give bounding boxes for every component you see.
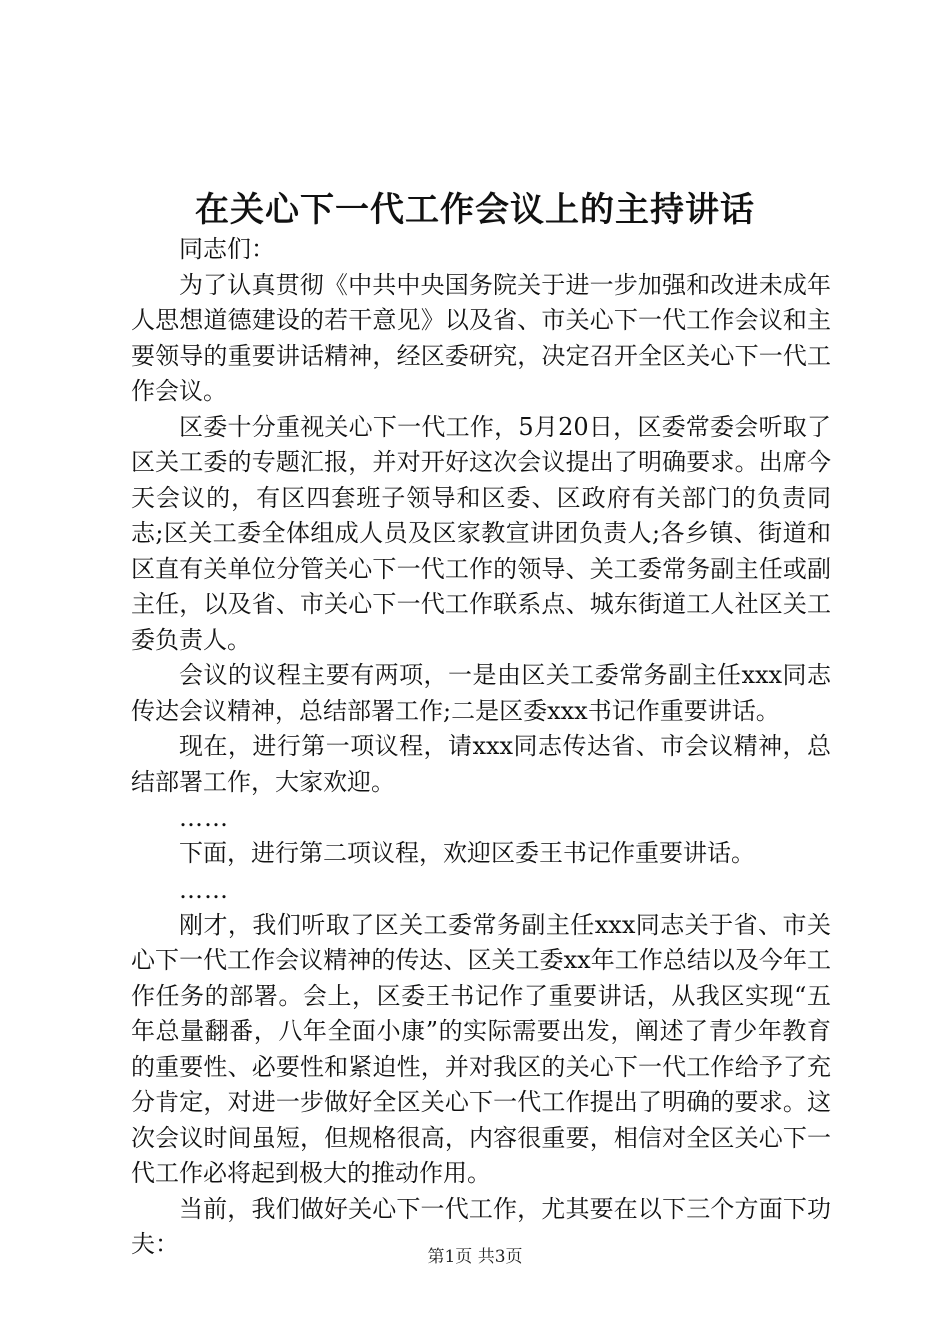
body-paragraph: 当前，我们做好关心下一代工作，尤其要在以下三个方面下功夫： [131,1194,831,1258]
ellipsis-line: …… [179,875,229,904]
page-number-footer: 第1页 共3页 [427,1247,523,1267]
body-paragraph: 为了认真贯彻《中共中央国务院关于进一步加强和改进未成年人思想道德建设的若干意见》以及省、市关心下一代工作会议和主要领导的重要讲话精神，经区委研究，决定召开全区关心下一代工作会议。 [131,270,831,405]
salutation-paragraph: 同志们： [179,235,275,263]
ellipsis-line: …… [179,804,229,832]
body-paragraph: 现在，进行第一项议程，请xxx同志传达省、市会议精神，总结部署工作，大家欢迎。 [131,732,831,796]
body-paragraph: 刚才，我们听取了区关工委常务副主任xxx同志关于省、市关心下一代工作会议精神的传达、区关工委xx年工作总结以及今年工作任务的部署。会上，区委王书记作了重要讲话，从我区实现“五年总量翻番，八年全面小康”的实际需要出发，阐述了青少年教育的重要性、必要性和紧迫性，并对我区的关心下一代工作给予了充分肯定，对进一步做好全区关心下一代工作提出了明确的要求。这次会议时间虽短，但规格很高，内容很重要，相信对全区关心下一代工作必将起到极大的推动作用。 [131,910,831,1187]
body-paragraph: 会议的议程主要有两项，一是由区关工委常务副主任xxx同志传达会议精神，总结部署工作;二是区委xxx书记作重要讲话。 [131,661,831,725]
body-paragraph: 下面，进行第二项议程，欢迎区委王书记作重要讲话。 [179,839,755,867]
body-paragraph: 区委十分重视关心下一代工作，5月20日，区委常委会听取了区关工委的专题汇报，并对开好这次会议提出了明确要求。出席今天会议的，有区四套班子领导和区委、区政府有关部门的负责同志;区关工委全体组成人员及区家教宣讲团负责人;各乡镇、街道和区直有关单位分管关心下一代工作的领导、关工委常务副主任或副主任，以及省、市关心下一代工作联系点、城东街道工人社区关工委负责人。 [131,412,831,654]
document-body [131,232,831,1263]
document-title: 在关心下一代工作会议上的主持讲话 [195,190,755,230]
